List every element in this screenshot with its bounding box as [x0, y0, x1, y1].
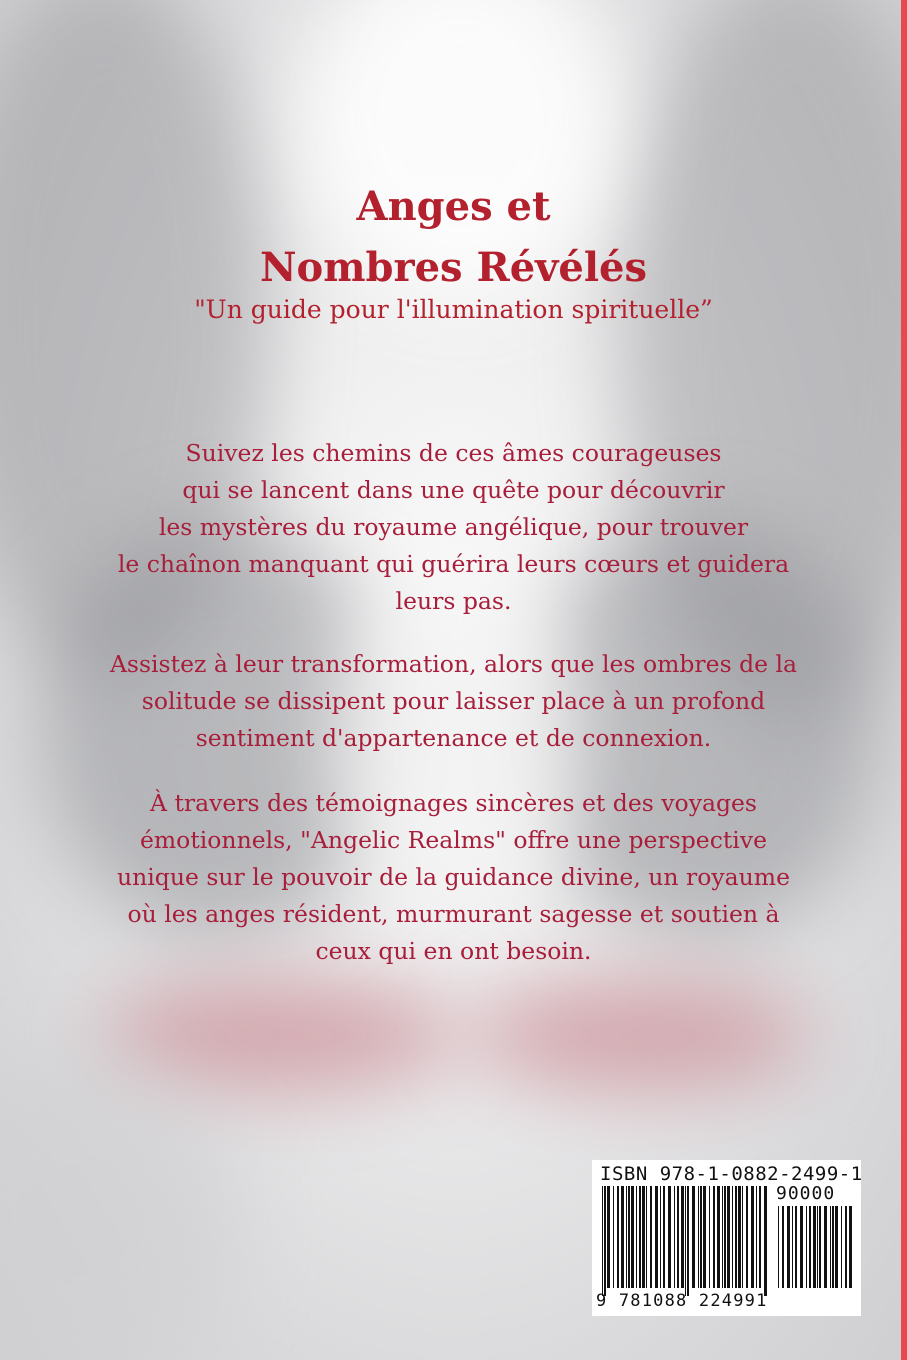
blurb-line: les mystères du royaume angélique, pour trouver	[158, 513, 749, 541]
book-title-line-1: Anges et	[356, 183, 551, 230]
barcode-bar	[613, 1186, 614, 1288]
blurb-line: unique sur le pouvoir de la guidance divine, un royaume	[116, 863, 790, 891]
barcode-bar	[845, 1206, 847, 1288]
barcode-bar	[617, 1186, 619, 1288]
barcode-bar	[824, 1206, 827, 1288]
barcode-bar	[674, 1186, 675, 1288]
barcode-bar	[849, 1206, 852, 1288]
barcode-bar	[738, 1186, 741, 1288]
barcode-bar	[809, 1206, 811, 1288]
isbn-barcode	[592, 1160, 861, 1316]
barcode-bar	[727, 1186, 730, 1288]
barcode-bar	[792, 1206, 793, 1288]
blurb-line: leurs pas.	[395, 587, 512, 615]
price-code: 90000	[776, 1183, 836, 1204]
barcode-bar	[650, 1186, 652, 1288]
barcode-bar	[687, 1186, 689, 1296]
barcode-bar	[832, 1206, 834, 1288]
ean-digits: 9 781088 224991	[596, 1291, 768, 1311]
barcode-bar	[663, 1186, 665, 1288]
barcode-bar	[817, 1206, 818, 1288]
barcode-bar	[677, 1186, 679, 1288]
barcode-bar	[681, 1186, 684, 1288]
blurb-line: où les anges résident, murmurant sagesse et soutien à	[127, 900, 780, 928]
barcode-bar	[628, 1186, 630, 1288]
blurb-line: émotionnels, "Angelic Realms" offre une perspective	[139, 826, 768, 854]
blurb-line: le chaînon manquant qui guérira leurs cœurs et guidera	[117, 550, 790, 578]
blurb-line: Suivez les chemins de ces âmes courageuses	[185, 439, 722, 467]
barcode-bar	[742, 1186, 743, 1288]
barcode-bar	[646, 1186, 647, 1288]
barcode-bar	[698, 1186, 699, 1288]
background-blur-shape	[0, 1060, 240, 1360]
blurb-line: sentiment d'appartenance et de connexion.	[195, 724, 712, 752]
blurb-line: qui se lancent dans une quête pour découvrir	[182, 476, 725, 504]
barcode-bar	[735, 1186, 737, 1288]
barcode-bar	[806, 1206, 807, 1288]
barcode-bar	[841, 1206, 842, 1288]
barcode-bar	[782, 1206, 784, 1288]
blurb-line: Assistez à leur transformation, alors que les ombres de la	[109, 650, 798, 678]
barcode-bar	[685, 1186, 686, 1296]
blurb-paragraph-1	[60, 435, 847, 620]
book-title-line-2: Nombres Révélés	[259, 244, 648, 291]
book-subtitle: "Un guide pour l'illumination spirituelle”	[194, 295, 713, 324]
barcode-bar	[607, 1186, 610, 1288]
barcode-bar	[700, 1186, 702, 1288]
background-blur-shape	[100, 980, 460, 1090]
blurb-paragraph-3	[60, 785, 847, 970]
barcode-bar	[751, 1186, 754, 1288]
barcode-bar	[713, 1186, 715, 1288]
barcode-bar	[756, 1186, 757, 1288]
barcode-bar	[830, 1206, 831, 1288]
barcode-bar	[732, 1186, 733, 1288]
background-blur-shape	[470, 980, 810, 1090]
barcode-bar	[621, 1186, 624, 1288]
barcode-bar	[636, 1186, 637, 1288]
isbn-label: ISBN 978-1-0882-2499-1	[600, 1163, 863, 1185]
barcode-bar	[813, 1206, 816, 1288]
barcode-bar	[759, 1186, 761, 1288]
barcode-bar	[660, 1186, 661, 1288]
barcode-bar	[717, 1186, 720, 1288]
barcode-bar	[724, 1186, 726, 1288]
barcode-bar	[626, 1186, 627, 1288]
barcode-bar	[703, 1186, 706, 1288]
barcode-bar	[835, 1206, 838, 1288]
barcode-bar	[787, 1206, 790, 1288]
barcode-bar	[746, 1186, 748, 1288]
barcode-bar	[642, 1186, 645, 1288]
barcode-bar	[692, 1186, 695, 1288]
blurb-line: ceux qui en ont besoin.	[315, 937, 592, 965]
blurb-line: À travers des témoignages sincères et des voyages	[150, 789, 757, 817]
blurb-paragraph-2	[60, 646, 847, 757]
barcode-bar	[800, 1206, 803, 1288]
barcode-bar	[631, 1186, 634, 1288]
barcode-bar	[604, 1186, 606, 1296]
blurb-line: solitude se dissipent pour laisser place à un profond	[141, 687, 766, 715]
barcode-bar	[819, 1206, 821, 1288]
barcode-bar	[639, 1186, 641, 1288]
barcode-bar	[778, 1206, 779, 1288]
barcode-bar	[722, 1186, 723, 1288]
barcode-bar	[709, 1186, 710, 1288]
barcode-bar	[668, 1186, 671, 1288]
barcode-bar	[764, 1186, 767, 1296]
barcode-bar	[602, 1186, 603, 1296]
barcode-bar	[655, 1186, 658, 1288]
barcode-bar	[795, 1206, 797, 1288]
